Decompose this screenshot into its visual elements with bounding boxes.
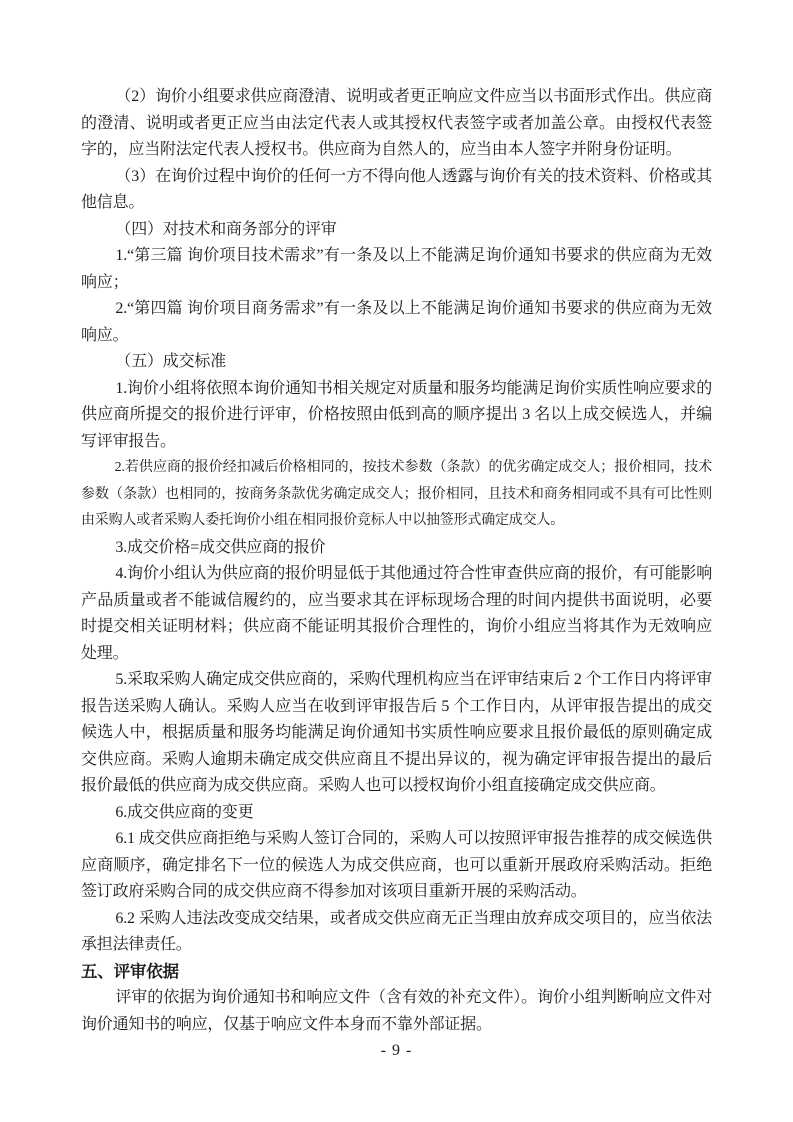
paragraph: 6.1 成交供应商拒绝与采购人签订合同的，采购人可以按照评审报告推荐的成交候选供应商顺序，确定排名下一位的候选人为成交供应商，也可以重新开展政府采购活动。拒绝签订政府采购合同的成交供应商不得参加对该项目重新开展的采购活动。 [81, 830, 712, 900]
paragraph: 1.询价小组将依照本询价通知书相关规定对质量和服务均能满足询价实质性响应要求的供应商所提交的报价进行评审，价格按照由低到高的顺序提出 3 名以上成交候选人，并编写评审报告。 [81, 379, 712, 450]
paragraph: 6.成交供应商的变更 [115, 803, 254, 821]
paragraph: 6.2 采购人违法改变成交结果，或者成交供应商无正当理由放弃成交项目的，应当依法承担法律责任。 [81, 909, 712, 953]
paragraph: 2.“第四篇 询价项目商务需求”有一条及以上不能满足询价通知书要求的供应商为无效响应。 [81, 300, 712, 344]
paragraph: 1.“第三篇 询价项目技术需求”有一条及以上不能满足询价通知书要求的供应商为无效响应； [81, 247, 712, 291]
section-heading: 五、评审依据 [81, 961, 179, 981]
page-number: - 9 - [380, 1042, 413, 1059]
paragraph: 5.采取采购人确定成交供应商的，采购代理机构应当在评审结束后 2 个工作日内将评审报告送采购人确认。采购人应当在收到评审报告后 5 个工作日内，从评审报告提出的成交候选人中，根据质量和服务均能满足询价通知书实质性响应要求且报价最低的原则确定成交供应商。采购人逾期未确定成交供应商且不提出异议的，视为确定评审报告提出的最后报价最低的供应商为成交供应商。采购人也可以授权询价小组直接确定成交供应商。 [81, 671, 712, 794]
paragraph: 3.成交价格=成交供应商的报价 [115, 538, 326, 556]
paragraph: 4.询价小组认为供应商的报价明显低于其他通过符合性审查供应商的报价，有可能影响产品质量或者不能诚信履约的，应当要求其在评标现场合理的时间内提供书面说明，必要时提交相关证明材料；供应商不能证明其报价合理性的，询价小组应当将其作为无效响应处理。 [81, 565, 712, 662]
paragraph: （3）在询价过程中询价的任何一方不得向他人透露与询价有关的技术资料、价格或其他信息。 [81, 167, 712, 211]
paragraph: 评审的依据为询价通知书和响应文件（含有效的补充文件）。询价小组判断响应文件对询价通知书的响应，仅基于响应文件本身而不靠外部证据。 [81, 989, 712, 1033]
paragraph: （五）成交标准 [115, 353, 226, 370]
paragraph: （四）对技术和商务部分的评审 [115, 220, 337, 238]
document-body [81, 84, 712, 1038]
paragraph: （2）询价小组要求供应商澄清、说明或者更正响应文件应当以书面形式作出。供应商的澄清、说明或者更正应当由法定代表人或其授权代表签字或者加盖公章。由授权代表签字的，应当附法定代表人授权书。供应商为自然人的，应当由本人签字并附身份证明。 [81, 88, 712, 158]
paragraph: 2.若供应商的报价经扣减后价格相同的，按技术参数（条款）的优劣确定成交人；报价相同，技术参数（条款）也相同的，按商务条款优劣确定成交人；报价相同，且技术和商务相同或不具有可比性则由采购人或者采购人委托询价小组在相同报价竞标人中以抽签形式确定成交人。 [81, 460, 712, 528]
